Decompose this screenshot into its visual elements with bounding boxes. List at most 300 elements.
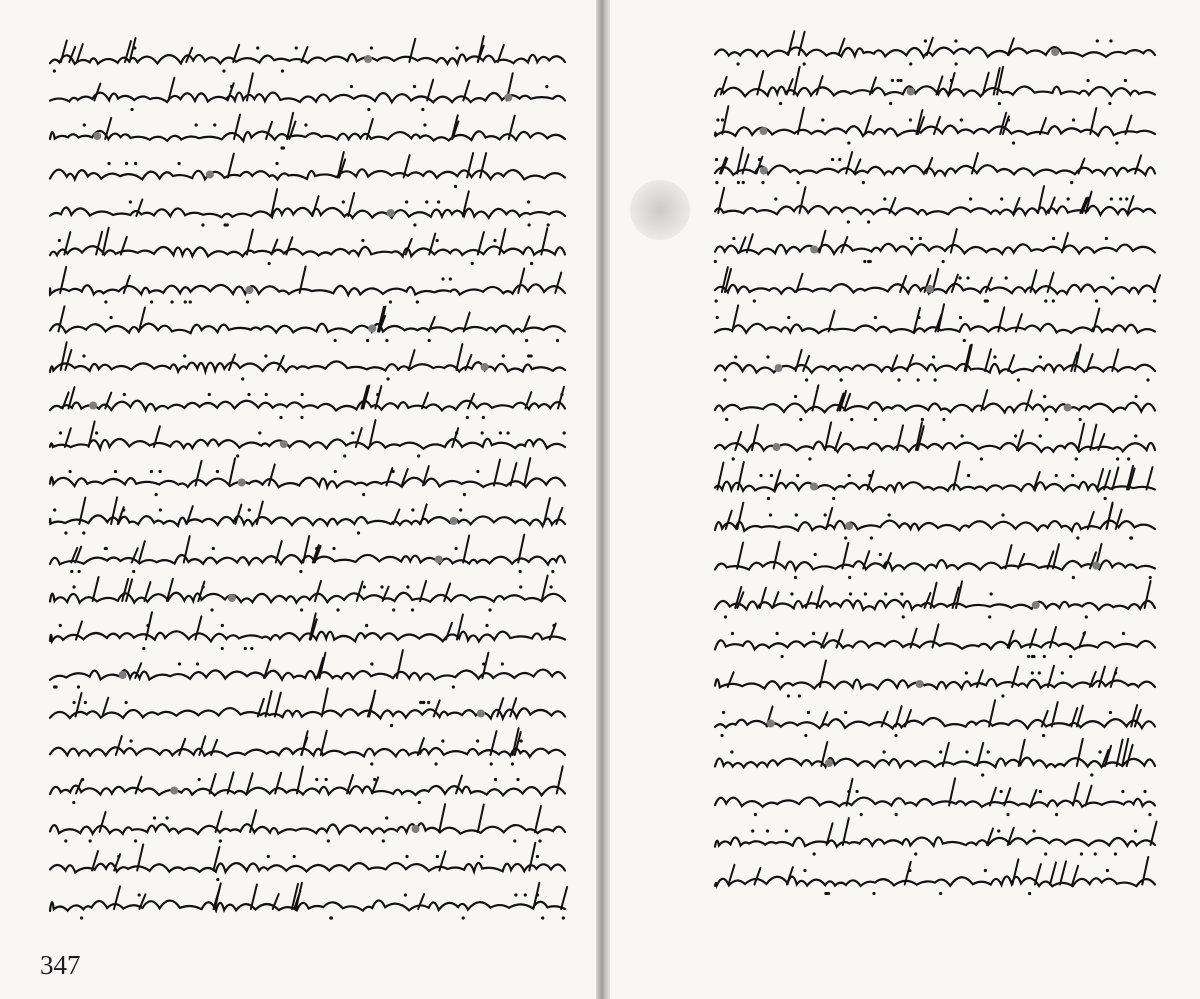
right-script-stroke <box>715 402 1155 412</box>
left-diacritic-dot <box>213 123 216 126</box>
right-diacritic-dot <box>899 79 902 82</box>
right-diacritic-dot <box>1114 852 1117 855</box>
left-diacritic-dot <box>524 893 527 896</box>
left-ascender-stroke <box>297 766 303 793</box>
right-diacritic-dot <box>795 513 798 516</box>
left-ascender-stroke <box>561 887 567 909</box>
right-diacritic-dot <box>805 378 808 381</box>
right-diacritic-dot <box>1153 299 1156 302</box>
left-divider-dot <box>89 402 97 410</box>
right-diacritic-dot <box>716 118 719 121</box>
right-diacritic-dot <box>1098 750 1101 753</box>
right-diacritic-dot <box>1083 632 1086 635</box>
left-diacritic-dot <box>250 647 253 650</box>
left-diacritic-dot <box>299 570 302 573</box>
left-script-stroke <box>50 439 565 449</box>
left-diacritic-dot <box>482 416 485 419</box>
right-diacritic-dot <box>868 474 871 477</box>
right-diacritic-dot <box>1007 118 1010 121</box>
left-divider-dot <box>477 710 485 718</box>
right-diacritic-dot <box>715 181 718 184</box>
right-diacritic-dot <box>779 102 782 105</box>
left-ascender-stroke <box>315 581 321 601</box>
left-ascender-stroke <box>397 650 403 678</box>
left-diacritic-dot <box>219 839 222 842</box>
right-diacritic-dot <box>932 355 935 358</box>
right-diacritic-dot <box>942 418 945 421</box>
right-diacritic-dot <box>1104 497 1107 500</box>
left-divider-dot <box>364 55 372 63</box>
left-script-stroke <box>50 670 565 680</box>
right-diacritic-dot <box>1124 79 1127 82</box>
left-diacritic-dot <box>452 685 455 688</box>
left-diacritic-dot <box>382 839 385 842</box>
left-diacritic-dot <box>482 662 485 665</box>
right-diacritic-dot <box>847 790 850 793</box>
left-diacritic-dot <box>425 200 428 203</box>
left-script-stroke <box>50 708 565 718</box>
right-diacritic-dot <box>1134 395 1137 398</box>
right-diacritic-dot <box>1069 655 1072 658</box>
right-diacritic-dot <box>787 694 790 697</box>
left-line <box>50 883 567 920</box>
left-divider-dot <box>387 209 395 217</box>
right-ascender-stroke <box>1145 581 1151 608</box>
right-divider-dot <box>926 285 934 293</box>
left-diacritic-dot <box>421 108 424 111</box>
right-diacritic-dot <box>844 536 847 539</box>
right-diacritic-dot <box>847 220 850 223</box>
left-ascender-stroke <box>452 428 458 447</box>
left-ascender-stroke <box>251 885 257 909</box>
right-ascender-stroke <box>1048 666 1054 687</box>
left-diacritic-dot <box>281 69 284 72</box>
left-diacritic-dot <box>436 855 439 858</box>
right-diacritic-dot <box>1110 197 1113 200</box>
right-ascender-stroke <box>806 592 812 608</box>
right-ascender-stroke <box>1078 424 1084 450</box>
left-diacritic-dot <box>77 685 80 688</box>
right-diacritic-dot <box>1134 829 1137 832</box>
left-diacritic-dot <box>423 123 426 126</box>
left-diacritic-dot <box>392 470 395 473</box>
right-ascender-stroke <box>787 79 793 94</box>
left-line <box>50 113 565 150</box>
right-diacritic-dot <box>1148 813 1151 816</box>
left-diacritic-dot <box>216 878 219 881</box>
right-diacritic-dot <box>986 299 989 302</box>
right-ascender-stroke <box>752 425 758 450</box>
left-diacritic-dot <box>501 662 504 665</box>
right-diacritic-dot <box>908 869 911 872</box>
right-diacritic-dot <box>965 671 968 674</box>
right-script-stroke <box>715 442 1155 452</box>
left-line <box>50 36 565 72</box>
left-diacritic-dot <box>295 46 298 49</box>
left-diacritic-dot <box>413 85 416 88</box>
right-line <box>715 739 1155 777</box>
left-diacritic-dot <box>385 339 388 342</box>
left-diacritic-dot <box>53 69 56 72</box>
left-ascender-stroke <box>235 505 241 524</box>
right-diacritic-dot <box>790 592 793 595</box>
left-diacritic-dot <box>81 778 84 781</box>
right-diacritic-dot <box>1146 378 1149 381</box>
right-diacritic-dot <box>1045 418 1048 421</box>
left-diacritic-dot <box>488 608 491 611</box>
right-script-stroke <box>715 600 1155 610</box>
left-diacritic-dot <box>59 624 62 627</box>
left-script-stroke <box>50 324 565 334</box>
left-diacritic-dot <box>300 608 303 611</box>
left-diacritic-dot <box>422 701 425 704</box>
right-diacritic-dot <box>941 260 944 263</box>
right-diacritic-dot <box>724 615 727 618</box>
right-ascender-stroke <box>1090 425 1096 450</box>
left-diacritic-dot <box>513 839 516 842</box>
left-diacritic-dot <box>373 778 376 781</box>
left-diacritic-dot <box>536 855 539 858</box>
left-diacritic-dot <box>268 262 271 265</box>
right-diacritic-dot <box>1122 632 1125 635</box>
right-diacritic-dot <box>889 102 892 105</box>
right-ascender-stroke <box>817 76 823 94</box>
right-line <box>715 267 1160 303</box>
left-diacritic-dot <box>367 108 370 111</box>
right-diacritic-dot <box>1014 434 1017 437</box>
left-diacritic-dot <box>389 300 392 303</box>
left-ascender-stroke <box>89 421 95 447</box>
right-diacritic-dot <box>864 592 867 595</box>
left-diacritic-dot <box>406 585 409 588</box>
right-diacritic-dot <box>939 750 942 753</box>
right-diacritic-dot <box>966 276 969 279</box>
left-diacritic-dot <box>222 69 225 72</box>
left-ascender-stroke <box>301 738 307 755</box>
right-diacritic-dot <box>874 316 877 319</box>
left-diacritic-dot <box>463 493 466 496</box>
left-script-stroke <box>50 477 565 487</box>
left-ascender-stroke <box>555 273 561 293</box>
left-diacritic-dot <box>481 431 484 434</box>
left-diacritic-dot <box>77 570 80 573</box>
left-line <box>50 843 565 881</box>
left-diacritic-dot <box>527 223 530 226</box>
right-ascender-stroke <box>989 700 995 726</box>
right-diacritic-dot <box>1038 671 1041 674</box>
right-script-stroke <box>715 165 1155 175</box>
left-diacritic-dot <box>68 470 71 473</box>
right-diacritic-dot <box>872 892 875 895</box>
left-diacritic-dot <box>434 762 437 765</box>
left-ascender-stroke <box>269 464 275 485</box>
left-diacritic-dot <box>82 531 85 534</box>
right-line <box>715 581 1155 619</box>
left-script-stroke <box>50 131 565 141</box>
left-diacritic-dot <box>224 223 227 226</box>
right-diacritic-dot <box>821 118 824 121</box>
left-ascender-stroke <box>518 268 524 293</box>
left-diacritic-dot <box>538 839 541 842</box>
left-diacritic-dot <box>480 855 483 858</box>
left-ascender-stroke <box>195 616 201 639</box>
left-diacritic-dot <box>441 277 444 280</box>
left-diacritic-dot <box>392 608 395 611</box>
left-ascender-stroke <box>257 502 263 524</box>
right-line <box>715 542 1155 579</box>
right-script-stroke <box>715 482 1155 492</box>
right-diacritic-dot <box>1067 197 1070 200</box>
left-diacritic-dot <box>330 916 333 919</box>
left-script-stroke <box>50 900 565 910</box>
left-divider-dot <box>119 671 127 679</box>
left-diacritic-dot <box>247 393 250 396</box>
right-line <box>715 462 1155 501</box>
left-divider-dot <box>280 440 288 448</box>
right-diacritic-dot <box>917 316 920 319</box>
left-diacritic-dot <box>325 778 328 781</box>
left-diacritic-dot <box>64 839 67 842</box>
right-line <box>714 229 1155 263</box>
right-diacritic-dot <box>1111 276 1114 279</box>
left-diacritic-dot <box>427 701 430 704</box>
right-ascender-stroke <box>1127 745 1133 766</box>
left-diacritic-dot <box>183 354 186 357</box>
left-diacritic-dot <box>527 200 530 203</box>
left-diacritic-dot <box>265 393 268 396</box>
left-script-stroke <box>50 823 565 834</box>
left-line <box>50 420 566 457</box>
right-diacritic-dot <box>910 237 913 240</box>
right-page-handwriting <box>610 0 1200 999</box>
left-script-stroke <box>50 785 565 795</box>
right-diacritic-dot <box>796 181 799 184</box>
right-diacritic-dot <box>840 378 843 381</box>
right-diacritic-dot <box>1129 536 1132 539</box>
left-diacritic-dot <box>275 162 278 165</box>
left-line <box>50 458 565 496</box>
right-line <box>715 502 1155 539</box>
left-diacritic-dot <box>552 624 555 627</box>
left-diacritic-dot <box>82 354 85 357</box>
left-diacritic-dot <box>454 547 457 550</box>
left-diacritic-dot <box>411 608 414 611</box>
right-ascender-stroke <box>1062 233 1068 253</box>
left-page-handwriting <box>0 0 596 999</box>
left-diacritic-dot <box>529 354 532 357</box>
right-diacritic-dot <box>1079 418 1082 421</box>
left-diacritic-dot <box>155 493 158 496</box>
right-diacritic-dot <box>1017 378 1020 381</box>
left-script-stroke <box>50 169 565 179</box>
left-diacritic-dot <box>549 585 552 588</box>
right-script-stroke <box>715 718 1155 728</box>
left-line <box>50 152 565 188</box>
right-diacritic-dot <box>1127 457 1130 460</box>
right-diacritic-dot <box>1031 671 1034 674</box>
right-diacritic-dot <box>722 711 725 714</box>
right-line <box>715 857 1155 895</box>
right-diacritic-dot <box>798 694 801 697</box>
left-diacritic-dot <box>514 893 517 896</box>
right-ascender-stroke <box>924 593 930 608</box>
left-diacritic-dot <box>153 816 156 819</box>
right-diacritic-dot <box>1095 299 1098 302</box>
right-diacritic-dot <box>862 181 865 184</box>
right-diacritic-dot <box>766 829 769 832</box>
left-diacritic-dot <box>244 647 247 650</box>
left-diacritic-dot <box>476 470 479 473</box>
right-divider-dot <box>1092 562 1100 570</box>
left-diacritic-dot <box>334 470 337 473</box>
left-diacritic-dot <box>476 739 479 742</box>
left-ascender-stroke <box>266 691 272 716</box>
right-ascender-stroke <box>1050 862 1056 884</box>
right-diacritic-dot <box>769 513 772 516</box>
left-ascender-stroke <box>348 193 354 216</box>
right-diacritic-dot <box>960 118 963 121</box>
left-diacritic-dot <box>198 778 201 781</box>
right-divider-dot <box>767 720 775 728</box>
right-diacritic-dot <box>883 197 886 200</box>
right-line <box>715 661 1155 698</box>
right-diacritic-dot <box>959 316 962 319</box>
left-line <box>50 689 565 728</box>
left-diacritic-dot <box>385 816 388 819</box>
left-diacritic-dot <box>350 85 353 88</box>
right-diacritic-dot <box>891 79 894 82</box>
left-diacritic-dot <box>380 585 383 588</box>
right-diacritic-dot <box>1072 576 1075 579</box>
right-diacritic-dot <box>1114 671 1117 674</box>
right-divider-dot <box>916 680 924 688</box>
right-diacritic-dot <box>933 378 936 381</box>
left-line <box>50 728 565 765</box>
right-script-stroke <box>715 244 1155 254</box>
left-diacritic-dot <box>189 300 192 303</box>
left-diacritic-dot <box>428 339 431 342</box>
left-diacritic-dot <box>72 585 75 588</box>
right-diacritic-dot <box>954 62 957 65</box>
left-script-stroke <box>50 207 565 217</box>
right-ascender-stroke <box>1060 861 1066 884</box>
left-diacritic-dot <box>343 454 346 457</box>
right-diacritic-dot <box>758 158 761 161</box>
left-ascender-stroke <box>478 804 484 832</box>
right-diacritic-dot <box>1115 141 1118 144</box>
right-diacritic-dot <box>776 632 779 635</box>
right-line <box>715 385 1155 421</box>
left-divider-dot <box>228 594 236 602</box>
left-diacritic-dot <box>129 739 132 742</box>
right-ascender-stroke <box>1078 159 1084 174</box>
right-diacritic-dot <box>844 711 847 714</box>
right-diacritic-dot <box>1076 536 1079 539</box>
right-diacritic-dot <box>900 592 903 595</box>
left-diacritic-dot <box>556 339 559 342</box>
left-diacritic-dot <box>117 855 120 858</box>
right-ascender-stroke <box>1049 197 1055 213</box>
right-diacritic-dot <box>849 592 852 595</box>
right-line <box>715 186 1155 223</box>
left-diacritic-dot <box>129 200 132 203</box>
left-divider-dot <box>93 132 101 140</box>
left-diacritic-dot <box>370 662 373 665</box>
right-diacritic-dot <box>1105 237 1108 240</box>
right-diacritic-dot <box>921 418 924 421</box>
right-line <box>715 304 1155 342</box>
right-diacritic-dot <box>1075 457 1078 460</box>
left-diacritic-dot <box>134 839 137 842</box>
left-diacritic-dot <box>184 300 187 303</box>
right-diacritic-dot <box>917 378 920 381</box>
right-diacritic-dot <box>715 158 718 161</box>
right-diacritic-dot <box>807 711 810 714</box>
right-diacritic-dot <box>774 197 777 200</box>
left-diacritic-dot <box>416 300 419 303</box>
right-diacritic-dot <box>794 576 797 579</box>
paper-stain <box>630 180 690 240</box>
left-diacritic-dot <box>459 508 462 511</box>
right-diacritic-dot <box>1006 813 1009 816</box>
right-divider-dot <box>760 167 768 175</box>
left-diacritic-dot <box>441 739 444 742</box>
left-diacritic-dot <box>519 570 522 573</box>
left-diacritic-dot <box>365 624 368 627</box>
left-diacritic-dot <box>114 470 117 473</box>
right-diacritic-dot <box>1121 790 1124 793</box>
left-diacritic-dot <box>58 239 61 242</box>
right-line <box>715 422 1155 460</box>
right-diacritic-dot <box>1032 655 1035 658</box>
left-script-stroke <box>50 863 565 873</box>
left-diacritic-dot <box>210 608 213 611</box>
left-ascender-stroke <box>301 47 307 62</box>
right-diacritic-dot <box>1055 474 1058 477</box>
right-diacritic-dot <box>939 892 942 895</box>
left-diacritic-dot <box>516 778 519 781</box>
right-diacritic-dot <box>812 632 815 635</box>
left-diacritic-dot <box>520 739 523 742</box>
right-ascender-stroke <box>1008 355 1014 371</box>
right-diacritic-dot <box>1032 829 1035 832</box>
left-diacritic-dot <box>494 778 497 781</box>
right-diacritic-dot <box>831 158 834 161</box>
right-diacritic-dot <box>824 513 827 516</box>
left-ascender-stroke <box>421 504 427 524</box>
left-diacritic-dot <box>545 85 548 88</box>
left-ascender-stroke <box>456 344 462 370</box>
right-diacritic-dot <box>737 181 740 184</box>
left-diacritic-dot <box>404 893 407 896</box>
left-diacritic-dot <box>530 262 533 265</box>
right-divider-dot <box>907 88 915 96</box>
left-ascender-stroke <box>427 80 433 101</box>
left-diacritic-dot <box>236 454 239 457</box>
right-ascender-stroke <box>931 583 937 608</box>
left-diacritic-dot <box>107 162 110 165</box>
right-diacritic-dot <box>967 474 970 477</box>
right-diacritic-dot <box>870 536 873 539</box>
left-line <box>50 535 565 573</box>
left-line <box>50 386 565 420</box>
right-diacritic-dot <box>770 474 773 477</box>
left-line <box>50 575 565 611</box>
right-ascender-stroke <box>985 349 991 371</box>
left-diacritic-dot <box>490 762 493 765</box>
right-diacritic-dot <box>1044 852 1047 855</box>
right-ascender-stroke <box>754 868 760 885</box>
